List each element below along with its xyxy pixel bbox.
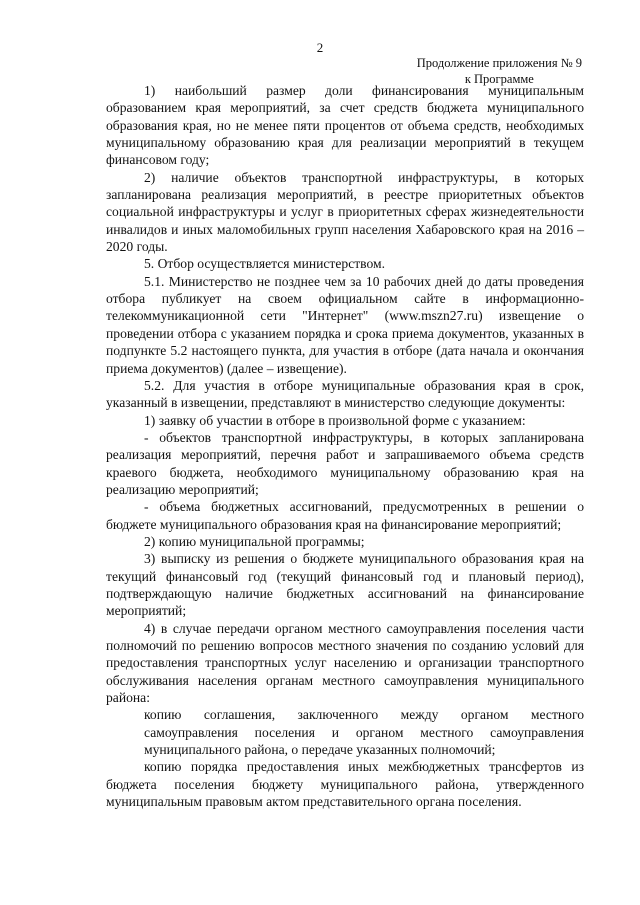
paragraph: копию соглашения, заключенного между органом местного самоуправления поселения и органом местного самоуправления муниципального района, о передаче указанных полномочий;	[144, 707, 584, 758]
page-number: 2	[316, 40, 324, 55]
paragraph: 5.1. Министерство не позднее чем за 10 рабочих дней до даты проведения отбора публикует на своем официальном сайте в информационно-телекоммуникационной сети "Интернет" (www.mszn27.ru) извещение о проведении отбора с указанием порядка и срока приема документов, указанных в подпункте 5.2 настоящего пункта, для участия в отборе (дата начала и окончания приема документов) (далее – извещение).	[106, 273, 584, 376]
document-body	[106, 82, 584, 810]
paragraph: 5.2. Для участия в отборе муниципальные образования края в срок, указанный в извещении, представляют в министерство следующие документы:	[106, 377, 584, 411]
paragraph: 2) копию муниципальной программы;	[144, 533, 365, 549]
paragraph: 5. Отбор осуществляется министерством.	[144, 256, 386, 272]
paragraph: 3) выписку из решения о бюджете муниципального образования края на текущий финансовый год (текущий финансовый год и плановый период), подтверждающую наличие бюджетных ассигнований на финансирование мероприятий;	[106, 551, 584, 619]
paragraph: 4) в случае передачи органом местного самоуправления поселения части полномочий по решению вопросов местного значения по созданию условий для предоставления транспортных услуг населению и организации транспортного обслуживания населения органам местного самоуправления муниципального района:	[106, 620, 584, 706]
paragraph: копию порядка предоставления иных межбюджетных трансфертов из бюджета поселения бюджету муниципального района, утвержденного муниципальным правовым актом представительного органа поселения.	[106, 759, 584, 810]
paragraph: - объема бюджетных ассигнований, предусмотренных в решении о бюджете муниципального образования края на финансирование мероприятий;	[106, 499, 584, 532]
appendix-header-line: Продолжение приложения № 9	[416, 56, 582, 70]
appendix-header-line: к Программе	[464, 72, 534, 86]
paragraph: - объектов транспортной инфраструктуры, в которых запланирована реализация мероприятий, перечня работ и запрашиваемого объема средств краевого бюджета, необходимого муниципальному образованию края на реализацию мероприятий;	[106, 429, 584, 497]
paragraph: 1) заявку об участии в отборе в произвольной форме с указанием:	[144, 412, 526, 428]
paragraph: 1) наибольший размер доли финансирования муниципальным образованием края мероприятий, за счет средств бюджета муниципального образования края, но не менее пяти процентов от объема средств, необходимых муниципальному образованию края для реализации мероприятий в текущем финансовом году;	[106, 83, 584, 168]
paragraph: 2) наличие объектов транспортной инфраструктуры, в которых запланирована реализация мероприятий, в реестре приоритетных объектов социальной инфраструктуры и услуг в приоритетных сферах жизнедеятельности инвалидов и иных маломобильных групп населения Хабаровского края на 2016 – 2020 годы.	[106, 169, 584, 255]
